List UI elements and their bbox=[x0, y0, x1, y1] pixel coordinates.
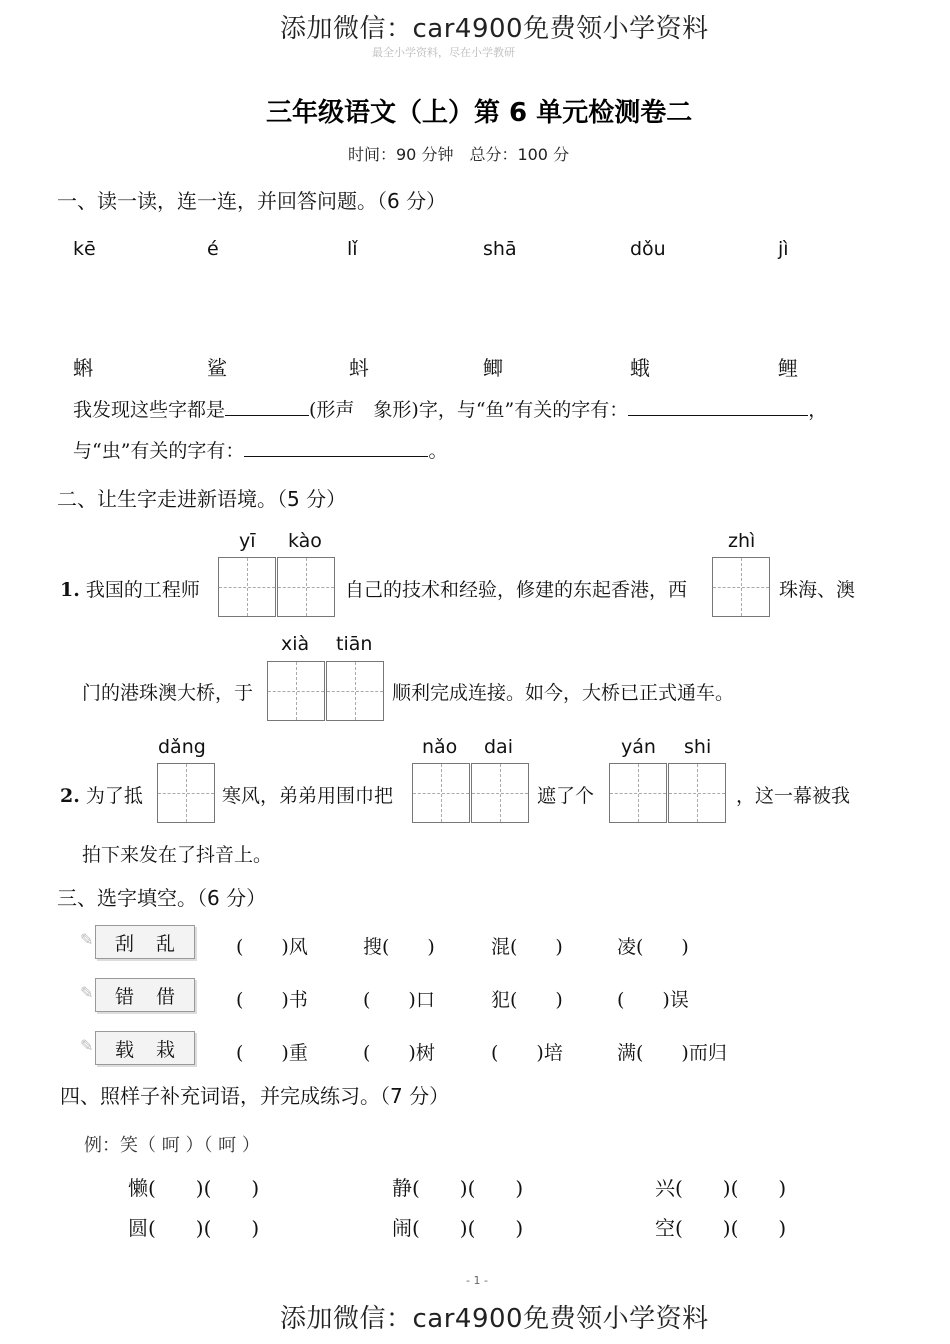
q2-pinyin-nao: nǎo bbox=[422, 736, 458, 758]
fill-item[interactable]: 混( ) bbox=[491, 936, 563, 958]
q1-pinyin-xia: xià bbox=[281, 633, 310, 655]
q2-pinyin-yan: yán bbox=[621, 736, 656, 758]
q1-line-1b: 自己的技术和经验，修建的东起香港，西 bbox=[345, 579, 688, 601]
write-box-dang[interactable] bbox=[157, 763, 215, 823]
word-item[interactable]: 空( )( ) bbox=[655, 1216, 787, 1240]
write-box-zhi[interactable] bbox=[712, 557, 770, 617]
fill-item[interactable]: ( )书 bbox=[236, 989, 308, 1011]
fill-item[interactable]: ( )风 bbox=[236, 936, 308, 958]
q2-line-1a: 2. 为了抵 bbox=[60, 785, 143, 807]
bottom-banner: 添加微信：car4900免费领小学资料 bbox=[280, 1304, 709, 1334]
word-item[interactable]: 静( )( ) bbox=[392, 1176, 524, 1200]
q2-pinyin-dang: dǎng bbox=[158, 736, 206, 758]
write-box-kao[interactable] bbox=[277, 557, 335, 617]
word-item[interactable]: 圆( )( ) bbox=[128, 1216, 260, 1240]
word-item[interactable]: 闹( )( ) bbox=[392, 1216, 524, 1240]
q2-line-1c: 遮了个 bbox=[537, 785, 595, 807]
char-1[interactable]: 蝌 bbox=[73, 356, 93, 380]
fill-item[interactable]: 凌( ) bbox=[617, 936, 689, 958]
exam-meta: 时间：90 分钟 总分：100 分 bbox=[348, 145, 570, 164]
write-box-shi[interactable] bbox=[668, 763, 726, 823]
pencil-icon: ✎ bbox=[80, 930, 94, 949]
choice-tag-3: 载 栽 bbox=[95, 1031, 195, 1065]
choice-tag-1: 刮 乱 bbox=[95, 925, 195, 959]
word-item[interactable]: 懒( )( ) bbox=[128, 1176, 260, 1200]
write-box-dai[interactable] bbox=[471, 763, 529, 823]
q1-pinyin-tian: tiān bbox=[336, 633, 373, 655]
q1-line-1c: 珠海、澳 bbox=[779, 579, 856, 601]
answer-blank-type[interactable] bbox=[225, 395, 309, 416]
q1-line-2b: 顺利完成连接。如今，大桥已正式通车。 bbox=[392, 682, 735, 704]
section-1-line-2: 与“虫”有关的字有： 。 bbox=[73, 436, 447, 463]
write-box-yi[interactable] bbox=[218, 557, 276, 617]
example-line: 例：笑（ 呵 ）（ 呵 ） bbox=[84, 1135, 260, 1156]
pinyin-6: jì bbox=[778, 238, 789, 260]
section-2-heading: 二、让生字走进新语境。（5 分） bbox=[57, 487, 347, 511]
pinyin-1: kē bbox=[73, 238, 96, 260]
pinyin-4: shā bbox=[483, 238, 517, 260]
pencil-icon: ✎ bbox=[80, 1036, 94, 1055]
q2-line-1d: ，这一幕被我 bbox=[736, 785, 851, 807]
q1-line-1a: 1. 我国的工程师 bbox=[60, 579, 200, 601]
char-4[interactable]: 鲫 bbox=[483, 356, 503, 380]
top-banner: 添加微信：car4900免费领小学资料 bbox=[280, 14, 709, 44]
fill-item[interactable]: ( )重 bbox=[236, 1042, 308, 1064]
fill-item[interactable]: 搜( ) bbox=[363, 936, 435, 958]
page-title: 三年级语文（上）第 6 单元检测卷二 bbox=[266, 98, 693, 128]
write-box-nao[interactable] bbox=[412, 763, 470, 823]
fill-item[interactable]: ( )树 bbox=[363, 1042, 435, 1064]
q1-pinyin-yi: yī bbox=[239, 530, 256, 552]
pinyin-5: dǒu bbox=[630, 238, 666, 260]
char-5[interactable]: 蛾 bbox=[630, 356, 650, 380]
answer-blank-insect[interactable] bbox=[244, 436, 428, 457]
pinyin-3: lǐ bbox=[347, 238, 358, 260]
section-1-heading: 一、读一读，连一连，并回答问题。（6 分） bbox=[57, 189, 447, 213]
char-6[interactable]: 鲤 bbox=[778, 356, 798, 380]
write-box-yan[interactable] bbox=[609, 763, 667, 823]
q1-line-2a: 门的港珠澳大桥，于 bbox=[82, 682, 254, 704]
q1-pinyin-kao: kào bbox=[288, 530, 322, 552]
write-box-tian[interactable] bbox=[326, 661, 384, 721]
page-number: - 1 - bbox=[466, 1274, 488, 1287]
fill-item[interactable]: 犯( ) bbox=[491, 989, 563, 1011]
q2-line-2: 拍下来发在了抖音上。 bbox=[82, 844, 273, 866]
fill-item[interactable]: ( )培 bbox=[491, 1042, 563, 1064]
top-watermark: 最全小学资料，尽在小学教研 bbox=[372, 46, 515, 59]
q2-pinyin-dai: dai bbox=[484, 736, 513, 758]
section-1-line-1: 我发现这些字都是 (形声 象形)字，与“鱼”有关的字有： ， bbox=[73, 395, 827, 422]
fill-item[interactable]: ( )口 bbox=[363, 989, 435, 1011]
pencil-icon: ✎ bbox=[80, 983, 94, 1002]
char-2[interactable]: 鲨 bbox=[207, 356, 227, 380]
word-item[interactable]: 兴( )( ) bbox=[655, 1176, 787, 1200]
section-3-heading: 三、选字填空。（6 分） bbox=[57, 886, 267, 910]
fill-item[interactable]: ( )误 bbox=[617, 989, 689, 1011]
pinyin-2: é bbox=[207, 238, 219, 260]
char-3[interactable]: 蚪 bbox=[349, 356, 369, 380]
write-box-xia[interactable] bbox=[267, 661, 325, 721]
section-4-heading: 四、照样子补充词语，并完成练习。（7 分） bbox=[60, 1084, 450, 1108]
q2-pinyin-shi: shi bbox=[684, 736, 712, 758]
q2-line-1b: 寒风，弟弟用围巾把 bbox=[222, 785, 394, 807]
fill-item[interactable]: 满( )而归 bbox=[617, 1042, 727, 1064]
answer-blank-fish[interactable] bbox=[628, 395, 808, 416]
choice-tag-2: 错 借 bbox=[95, 978, 195, 1012]
q1-pinyin-zhi: zhì bbox=[728, 530, 756, 552]
